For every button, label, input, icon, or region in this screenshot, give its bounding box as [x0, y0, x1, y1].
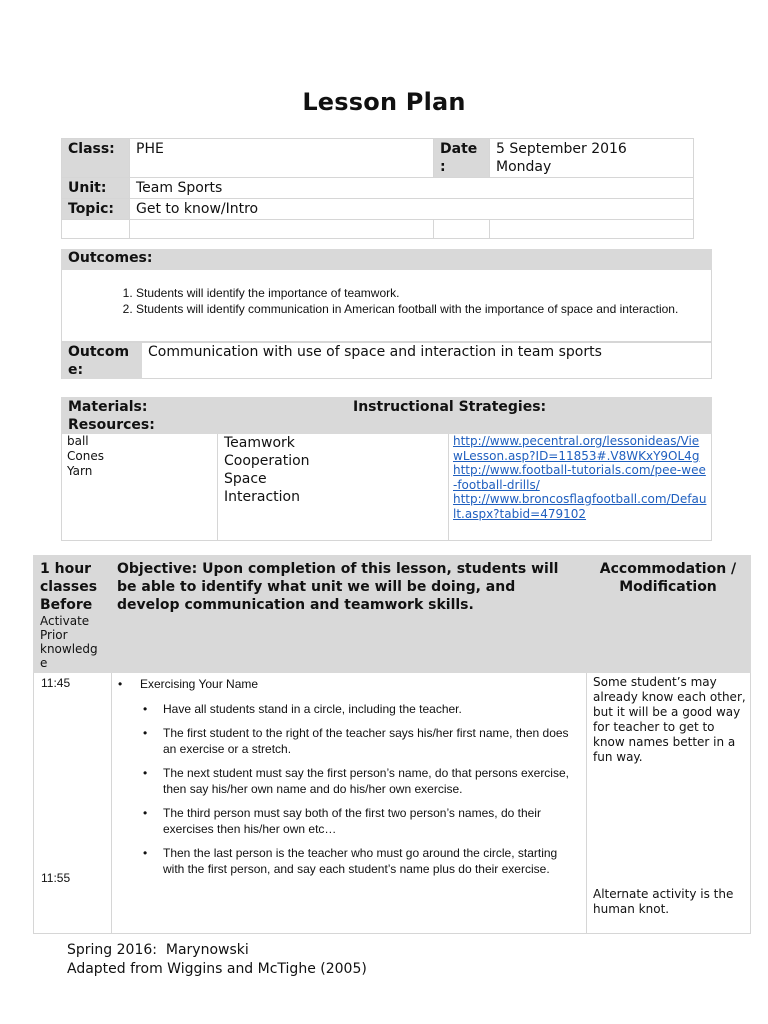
resource-item: Yarn [67, 464, 93, 478]
page-title: Lesson Plan [302, 88, 466, 116]
resources-list [67, 434, 104, 479]
column-divider [111, 673, 112, 933]
footer-line-2: Adapted from Wiggins and McTighe (2005) [67, 961, 367, 977]
objective-header: Objective: Upon completion of this lesson, students will be able to identify what unit we will be doing, and develop communication and teamwork skills. [117, 561, 559, 613]
unit-label: Unit: [62, 178, 130, 199]
unit-value: Team Sports [130, 178, 694, 199]
topic-label: Topic: [62, 199, 130, 220]
time-end: 11:55 [41, 871, 71, 885]
resource-item: ball [67, 434, 89, 448]
resource-item: Cones [67, 449, 104, 463]
accommodation-note: Some student’s may already know each other, but it will be a good way for teacher to get to know names better in a fun way. [593, 675, 746, 764]
activity-step: • Have all students stand in a circle, including the teacher. [118, 701, 580, 717]
activity-step: • The next student must say the first person’s name, do that persons exercise, then say his/her own name and do his/her own exercise. [118, 765, 580, 797]
blank-cell [490, 220, 694, 239]
instructional-strategies-label: Instructional Strategies: [353, 399, 547, 415]
lesson-body [33, 673, 751, 934]
strategies-list [217, 434, 449, 540]
materials-body [61, 434, 712, 541]
blank-cell [130, 220, 434, 239]
footer [67, 941, 367, 979]
duration-header: 1 hour classes Before [40, 561, 98, 613]
accommodation-header: Accommodation / Modification [599, 561, 737, 595]
materials-resources-label: Materials: Resources: [68, 399, 155, 433]
time-start: 11:45 [41, 676, 71, 690]
outcomes-list [62, 285, 711, 317]
date-label: Date : [434, 139, 490, 178]
strategy-item: Interaction [224, 489, 300, 505]
footer-line-1: Spring 2016: Marynowski [67, 942, 249, 958]
links-list [453, 434, 707, 521]
blank-cell [434, 220, 490, 239]
class-label: Class: [62, 139, 130, 178]
outcome-item: 2. Students will identify communication in American football with the importance of space and interaction. [136, 301, 711, 317]
activity-step: • Then the last person is the teacher who must go around the circle, starting with the first person, and say each student’s name plus do their exercise. [118, 845, 580, 877]
outcome-value: Communication with use of space and interaction in team sports [148, 344, 602, 360]
materials-header [61, 397, 712, 434]
column-divider [586, 673, 587, 933]
class-info-table [61, 138, 694, 239]
outcome-row [61, 342, 712, 379]
date-value: 5 September 2016 Monday [490, 139, 694, 178]
football-tutorials-link[interactable]: http://www.football-tutorials.com/pee-wee-football-drills/ [453, 463, 706, 492]
activate-prior-knowledge-label: Activate Prior knowledg e [40, 614, 98, 670]
activity-title: • Exercising Your Name [118, 676, 580, 692]
outcomes-header: Outcomes: [61, 249, 712, 270]
lesson-header [33, 555, 751, 673]
topic-value: Get to know/Intro [130, 199, 694, 220]
broncos-flag-football-link[interactable]: http://www.broncosflagfootball.com/Default.aspx?tabid=479102 [453, 492, 707, 521]
blank-cell [62, 220, 130, 239]
outcome-item: 1. Students will identify the importance of teamwork. [136, 285, 711, 301]
activity-step: • The third person must say both of the first two person’s names, do their exercises then his/her own etc… [118, 805, 580, 837]
alternate-activity-note: Alternate activity is the human knot. [593, 887, 734, 916]
class-value: PHE [130, 139, 434, 178]
activity-step: • The first student to the right of the teacher says his/her first name, then does an exercise or a stretch. [118, 725, 580, 757]
outcome-label: Outcom e: [62, 343, 142, 379]
activity-list [118, 676, 580, 885]
pecentral-link[interactable]: http://www.pecentral.org/lessonideas/ViewLesson.asp?ID=11853#.V8WKxY9OL4g [453, 434, 700, 463]
strategy-item: Teamwork [224, 435, 295, 451]
outcomes-list-box [61, 270, 712, 342]
strategy-item: Cooperation [224, 453, 310, 469]
strategy-item: Space [224, 471, 267, 487]
